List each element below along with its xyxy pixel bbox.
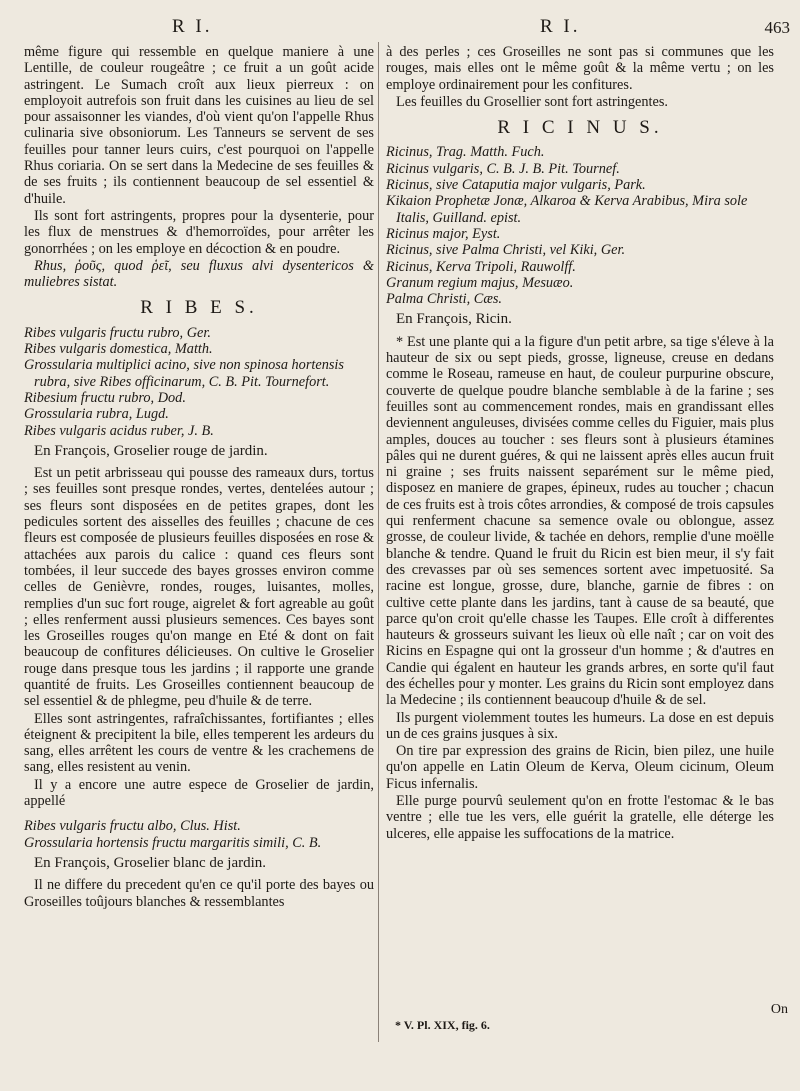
- synonym-entry: Ribesium fructu rubro, Dod.: [24, 389, 186, 406]
- plate-footnote: * V. Pl. XIX, fig. 6.: [395, 1018, 490, 1032]
- ribes2-synonym-list: [24, 818, 374, 851]
- description-paragraph: * Est une plante qui a la figure d'un petit arbre, sa tige s'éleve à la hauteur de six ou sept pieds, grosse, ligneuse, creuse en dedans comme le Roseau, rameuse en haut, de couleur purpurine obscure, couverte de quelque poudre blanche semblable à de la farine ; ses feuilles sont au commencement rondes, mais en grandissant elles deviennent anguleuses, divisées comme celles du Figuier, mais plus amples, douces au toucher : ses fleurs sont à plusieurs étamines pâles qui ne durent guéres, & qui ne laissent après elles aucun fruit ni graine ; ses fruits naissent separément sur le même pied, disposez en maniere de grapes, épineux, rudes au toucher ; chacun de ces fruits est à trois côtes arrondies, & composé de trois capsules qui renferment chacune sa semence ovale ou oblongue, assez grosse, de couleur livide, & tachée en dehors, remplie d'une moëlle blanche & tendre. Quand le fruit du Ricin est bien meur, il s'y fait des crevasses par où ses semences sortent avec impetuosité. Sa racine est longue, grosse, dure, blanche, garnie de fibres : on cultive cette plante dans les jardins, tant à cause de sa beauté, que parce qu'on croit qu'elle chasse les Taupes. Elle croît à differentes hauteurs & grosseurs suivant les lieux où elle naît ; car on voit des Ricins en Espagne qui ont la grosseur d'un homme ; & d'autres en Candie qui égalent en hauteur les grands arbres, en sorte qu'il faut des échelles pour y monter. Les grains du Ricin sont employez dans la Medecine ; ils contiennent beaucoup d'huile & de sel.: [386, 333, 774, 709]
- ribes-synonym-list: [24, 325, 374, 439]
- running-head-left: R I.: [172, 16, 213, 37]
- left-column: [24, 44, 374, 911]
- running-head-right: R I.: [540, 16, 581, 37]
- description-paragraph: Il y a encore une autre espece de Groselier de jardin, appellé: [24, 776, 374, 810]
- description-paragraph: Il ne differe du precedent qu'en ce qu'il porte des bayes ou Groseilles toûjours blanches & ressemblantes: [24, 877, 374, 910]
- right-intro-paragraph: à des perles ; ces Groseilles ne sont pas si communes que les rouges, mais elles ont le même goût & la même vertu ; on les employe ordinairement pour les confitures.: [386, 44, 774, 93]
- right-intro-paragraph: Les feuilles du Grosellier sont fort astringentes.: [396, 93, 668, 110]
- ricinus-synonym-list: [386, 144, 774, 307]
- page-number: 463: [764, 18, 790, 37]
- french-name: En François, Groselier blanc de jardin.: [34, 854, 267, 871]
- column-rule: [378, 42, 379, 1042]
- synonym-entry: Ribes vulgaris acidus ruber, J. B.: [24, 422, 214, 439]
- synonym-entry: Ricinus, Kerva Tripoli, Rauwolff.: [386, 258, 576, 275]
- section-title-ricinus: R I C I N U S.: [497, 117, 663, 139]
- synonym-entry: Granum regium majus, Mesuæo.: [386, 274, 574, 291]
- right-column: [386, 44, 774, 843]
- synonym-entry: Ricinus, sive Palma Christi, vel Kiki, Ger.: [386, 242, 626, 259]
- synonym-entry: Ricinus major, Eyst.: [386, 225, 501, 242]
- description-paragraph: Ils purgent violemment toutes les humeurs. La dose en est depuis un de ces grains jusques à six.: [386, 709, 774, 742]
- synonym-entry: Grossularia rubra, Lugd.: [24, 406, 169, 423]
- synonym-entry: Grossularia multiplici acino, sive non spinosa hortensis rubra, sive Ribes officinarum, C. B. Pit. Tournefort.: [24, 357, 344, 390]
- left-intro-paragraph: Ils sont fort astringents, propres pour la dysenterie, pour les flux de menstrues & d'hemorroïdes, pour arrêter les gonorrhées ; on les employe en décoction & en poudre.: [24, 207, 374, 257]
- description-paragraph: Elle purge pourvû seulement qu'on en frotte l'estomac & le bas ventre ; elle tue les vers, elle guérit la gratelle, elle déterge les ulceres, elle appaise les suffocations de la matrice.: [386, 793, 774, 842]
- description-paragraph: Elles sont astringentes, rafraîchissantes, fortifiantes ; elles éteignent & precipitent la bile, elles temperent les ardeurs du sang, elles arrêtent les cours de ventre & les crachemens de sang, elles resistent au venin.: [24, 710, 374, 776]
- catchword: On: [770, 1002, 788, 1017]
- synonym-entry: Grossularia hortensis fructu margaritis simili, C. B.: [24, 834, 322, 851]
- description-paragraph: Est un petit arbrisseau qui pousse des rameaux durs, tortus ; ses feuilles sont presque rondes, vertes, dentelées autour ; ses fleurs sont disposées en de petites grapes, dont les pedicules sortent des aisselles des feuilles ; chacune de ces fleurs est composée de plusieurs feuilles disposées en rose & attachées aux parois du calice : quand ces fleurs sont tombées, il leur succede des bayes grosses environ comme celles de Genièvre, rondes, rouges, luisantes, molles, remplies d'un suc fort rouge, aigrelet & fort agreable au goût ; elles renferment aussi plusieurs semences. Ces bayes sont les Groseilles rouges qu'on mange en Eté & dont on fait beaucoup de confitures délicieuses. On cultive le Groselier rouge dans presque tous les jardins ; il rapporte une grande quantité de fruits. Les Groseilles contiennent beaucoup de sel essentiel & de phlegme, peu d'huile & de terre.: [24, 465, 374, 710]
- french-name: En François, Ricin.: [396, 311, 512, 328]
- synonym-entry: Ricinus vulgaris, C. B. J. B. Pit. Tournef.: [386, 160, 620, 177]
- synonym-entry: Ribes vulgaris fructu albo, Clus. Hist.: [24, 818, 241, 835]
- synonym-entry: Ribes vulgaris domestica, Matth.: [24, 341, 213, 358]
- french-name: En François, Groselier rouge de jardin.: [34, 442, 268, 459]
- description-paragraph: On tire par expression des grains de Ricin, bien pilez, une huile qu'on appelle en Latin Oleum de Kerva, Oleum cicinum, Oleum Ficus infernalis.: [386, 743, 774, 792]
- synonym-entry: Kikaion Prophetæ Jonæ, Alkaroa & Kerva Arabibus, Mira sole Italis, Guilland. epist.: [386, 193, 748, 226]
- etymology-note: Rhus, ῥοῦς, quod ῥεῖ, seu fluxus alvi dysentericos & muliebres sistat.: [24, 257, 374, 291]
- synonym-entry: Ricinus, sive Cataputia major vulgaris, Park.: [386, 177, 646, 194]
- synonym-entry: Ribes vulgaris fructu rubro, Ger.: [24, 324, 211, 341]
- section-title-ribes: R I B E S.: [140, 297, 258, 319]
- synonym-entry: Palma Christi, Cæs.: [386, 291, 502, 308]
- left-intro-paragraph: même figure qui ressemble en quelque maniere à une Lentille, de couleur rougeâtre ; ce fruit a un goût acide astringent. Le Sumach croît aux lieux pierreux : on employoit autrefois son fruit dans les cuisines au lieu de sel pour assaisonner les viandes, d'où vient qu'on l'appelle Rhus culinaria sive obsoniorum. Les Tanneurs se servent de ses feuilles pour tanner leurs cuirs, c'est pourquoi on l'appelle Rhus coriaria. On se sert dans la Medecine de ses feuilles & de ses fruits ; ils contiennent beaucoup de sel essentiel & d'huile.: [24, 44, 374, 207]
- synonym-entry: Ricinus, Trag. Matth. Fuch.: [386, 144, 545, 161]
